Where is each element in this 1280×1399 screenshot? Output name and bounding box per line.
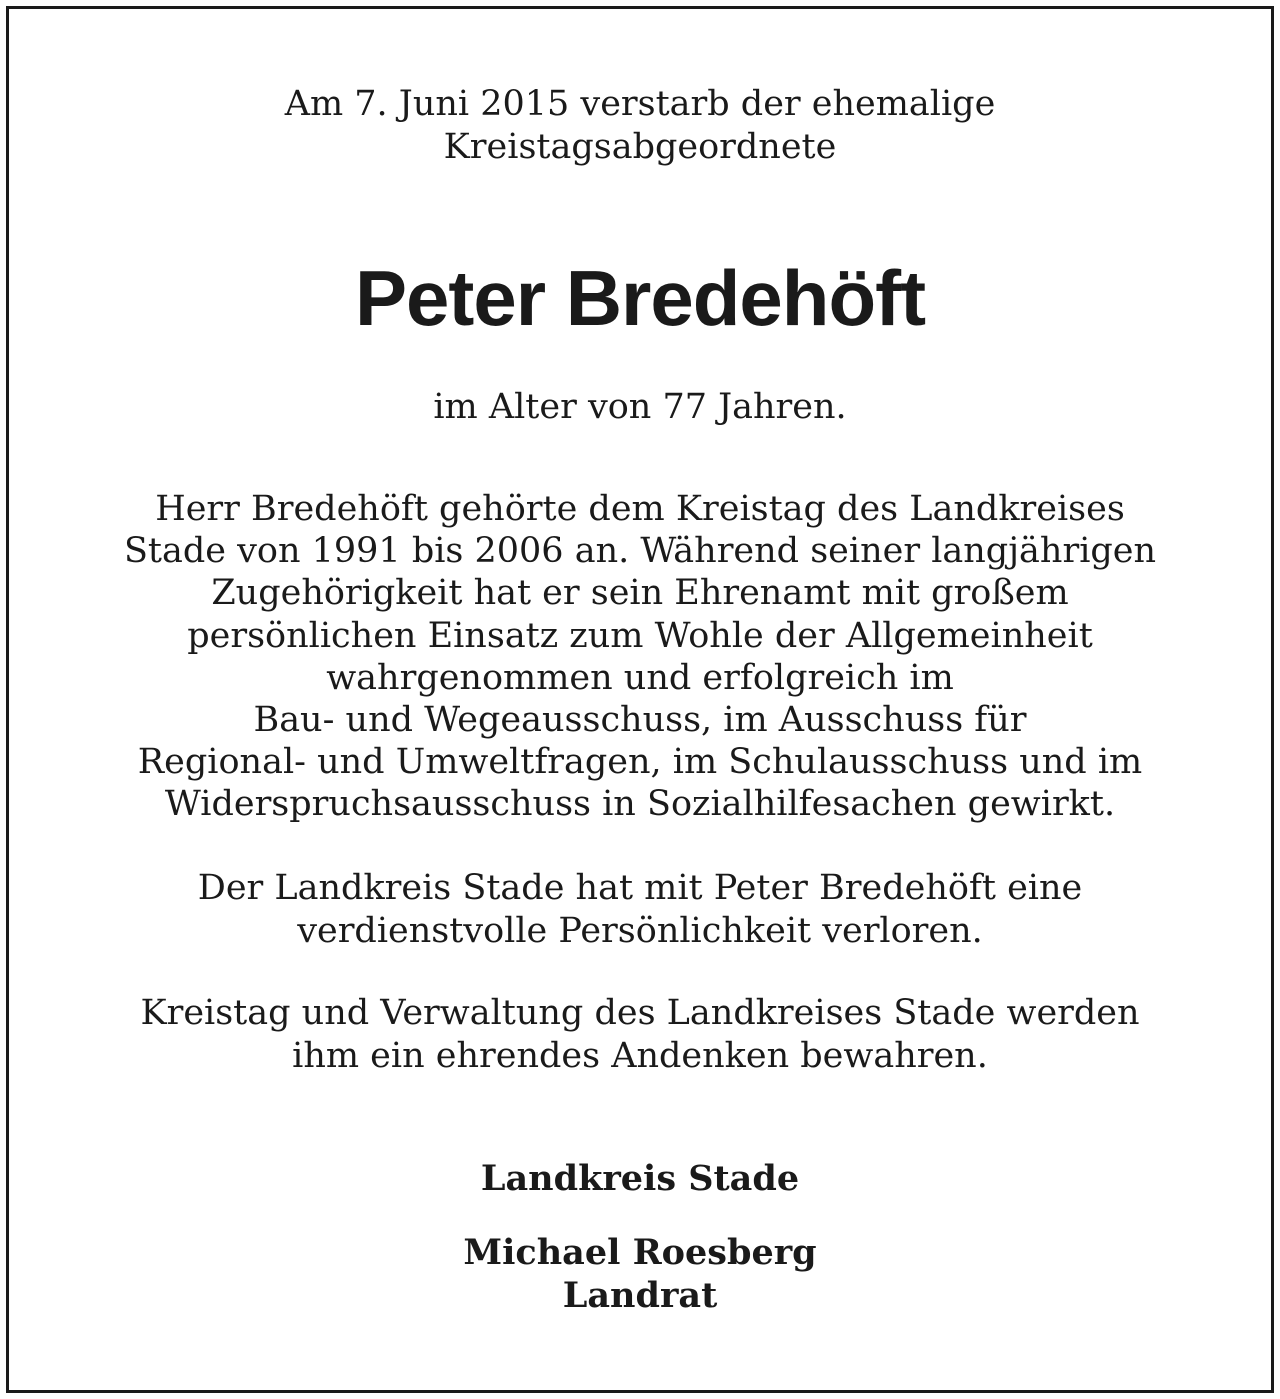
tribute-paragraph — [9, 488, 1271, 826]
loss-paragraph — [9, 867, 1271, 953]
tribute-line: Zugehörigkeit hat er sein Ehrenamt mit großem — [211, 573, 1069, 614]
loss-line: Der Landkreis Stade hat mit Peter Bredehöft eine — [197, 868, 1083, 908]
tribute-line: Regional- und Umweltfragen, im Schulausschuss und im — [137, 742, 1143, 783]
tribute-line: Herr Bredehöft gehörte dem Kreistag des Landkreises — [155, 489, 1125, 529]
signature-person: Michael Roesberg — [463, 1232, 817, 1273]
intro-text — [9, 83, 1271, 169]
obituary-frame — [6, 6, 1274, 1393]
tribute-line: Stade von 1991 bis 2006 an. Während seiner langjährigen — [123, 531, 1157, 572]
deceased-name: Peter Bredehöft — [354, 254, 926, 342]
signature-organization: Landkreis Stade — [480, 1158, 800, 1199]
age-text: im Alter von 77 Jahren. — [433, 387, 847, 427]
loss-line: verdienstvolle Persönlichkeit verloren. — [297, 911, 983, 951]
signature-block — [9, 1231, 1271, 1317]
intro-line: Kreistagsabgeordnete — [443, 127, 837, 167]
tribute-line: Widerspruchsausschuss in Sozialhilfesachen gewirkt. — [164, 784, 1116, 825]
tribute-line: wahrgenommen und erfolgreich im — [326, 657, 954, 698]
tribute-line: persönlichen Einsatz zum Wohle der Allgemeinheit — [187, 615, 1093, 656]
signature-title: Landrat — [562, 1275, 718, 1316]
intro-line: Am 7. Juni 2015 verstarb der ehemalige — [284, 84, 996, 124]
tribute-line: Bau- und Wegeausschuss, im Ausschuss für — [253, 700, 1027, 741]
remembrance-line: ihm ein ehrendes Andenken bewahren. — [292, 1036, 988, 1076]
remembrance-line: Kreistag und Verwaltung des Landkreises Stade werden — [140, 993, 1140, 1033]
remembrance-paragraph — [9, 992, 1271, 1078]
